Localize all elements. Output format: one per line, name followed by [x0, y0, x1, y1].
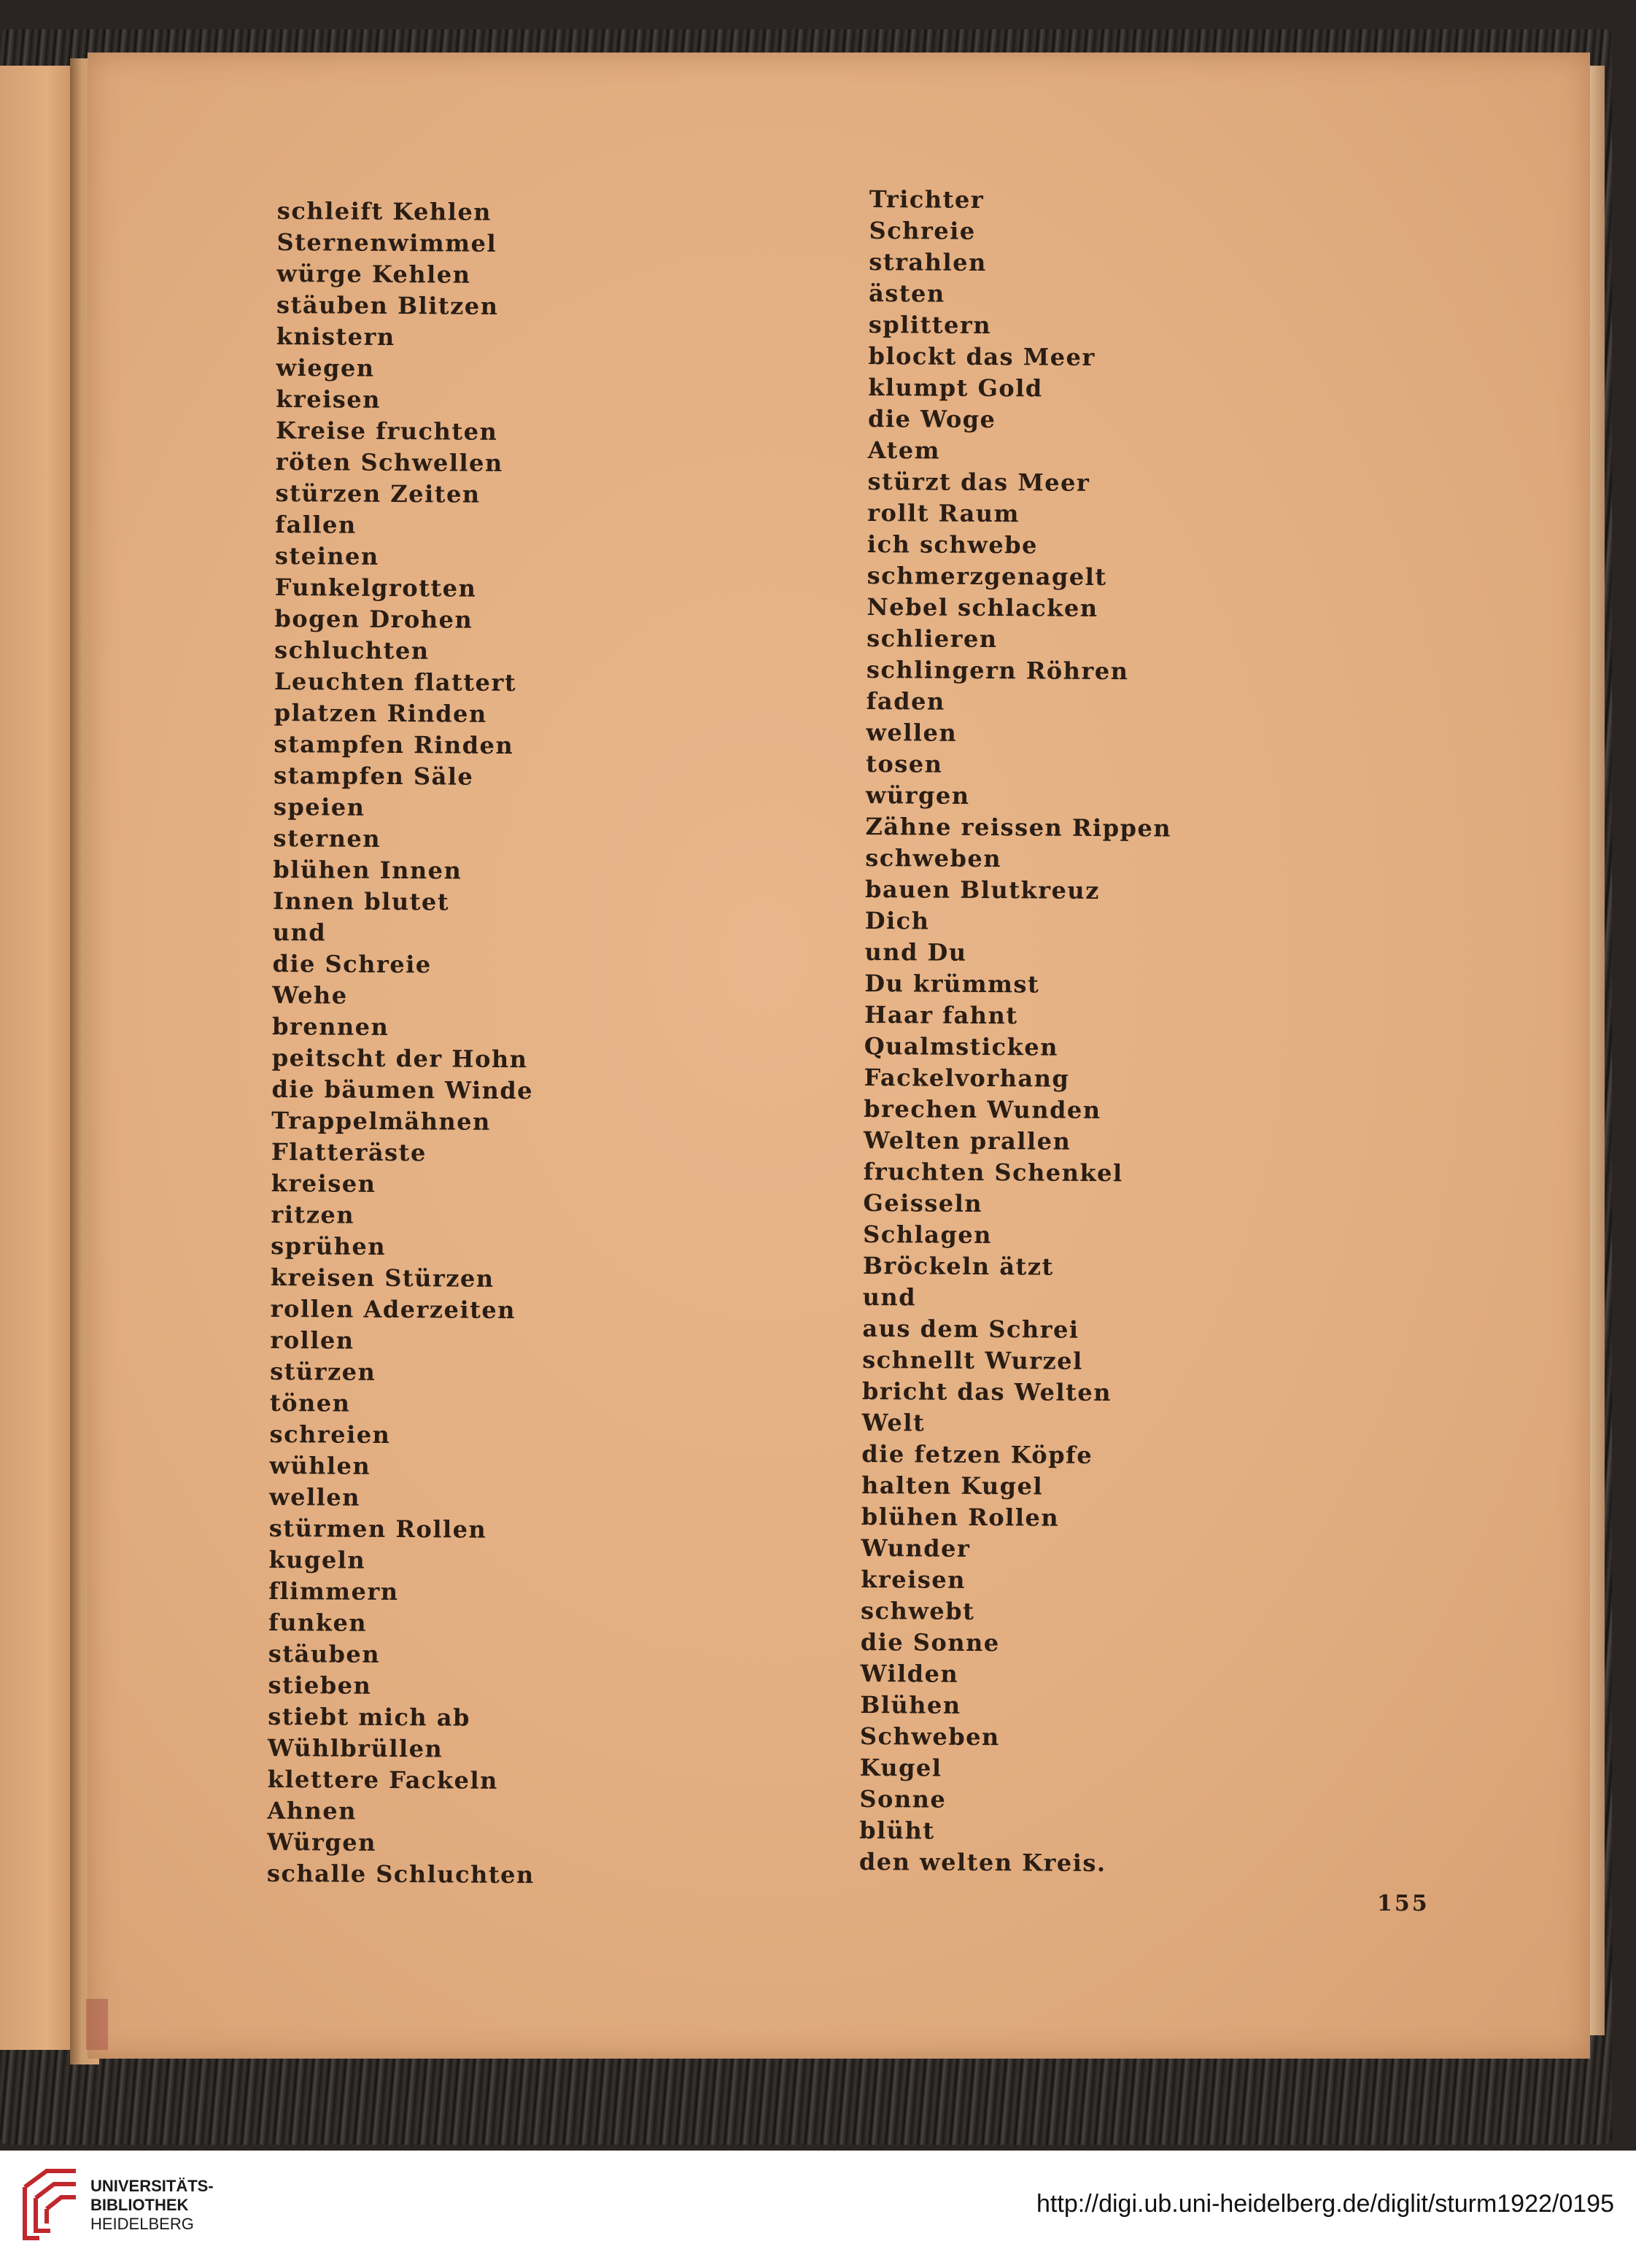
poem-line-right: schnellt Wurzel: [862, 1345, 1083, 1375]
logo-line-3: HEIDELBERG: [90, 2215, 194, 2233]
poem-line-left: ritzen: [271, 1200, 355, 1229]
poem-line-right: schlingern Röhren: [866, 655, 1129, 686]
poem-line-right: den welten Kreis.: [858, 1847, 1106, 1878]
poem-line-left: Flatteräste: [271, 1137, 427, 1167]
poem-line-left: Funkelgrotten: [274, 573, 477, 603]
poem-line-left: funken: [268, 1608, 368, 1637]
poem-line-right: Wunder: [861, 1533, 971, 1563]
poem-line-right: Zähne reissen Rippen: [865, 812, 1172, 843]
poem-line-right: Qualmsticken: [864, 1032, 1059, 1061]
poem-line-left: steinen: [274, 541, 379, 570]
poem-line-left: und: [272, 918, 327, 947]
poem-line-left: schluchten: [274, 635, 430, 665]
poem-line-right: Atem: [867, 436, 941, 465]
poem-line-right: fruchten Schenkel: [863, 1157, 1123, 1188]
poem-line-left: stäuben Blitzen: [276, 290, 499, 320]
poem-line-left: Sternenwimmel: [276, 228, 497, 258]
poem-line-left: Leuchten flattert: [274, 667, 517, 697]
poem-line-left: sprühen: [271, 1231, 387, 1261]
poem-line-right: Welten prallen: [863, 1126, 1071, 1156]
poem-line-right: kreisen: [861, 1565, 966, 1594]
poem-line-left: schleift Kehlen: [276, 196, 492, 226]
poem-line-left: die bäumen Winde: [271, 1075, 534, 1105]
permalink-url[interactable]: http://digi.ub.uni-heidelberg.de/diglit/sturm1922/0195: [1036, 2190, 1614, 2218]
poem-line-right: die Woge: [867, 404, 996, 434]
poem-line-right: splittern: [868, 310, 992, 340]
poem-line-right: Fackelvorhang: [864, 1063, 1070, 1093]
poem-line-left: blühen Innen: [273, 855, 462, 885]
poem-line-right: Schweben: [859, 1722, 1000, 1752]
poem-line-right: schmerzgenagelt: [867, 561, 1107, 591]
poem-line-left: klettere Fackeln: [267, 1765, 498, 1795]
poem-line-left: fallen: [275, 510, 357, 539]
poem-line-right: schwebt: [860, 1596, 975, 1625]
poem-line-left: kugeln: [268, 1545, 366, 1574]
poem-line-right: Bröckeln ätzt: [862, 1251, 1054, 1281]
poem-line-right: stürzt das Meer: [867, 467, 1090, 497]
poem-line-right: brechen Wunden: [864, 1094, 1101, 1124]
poem-line-right: faden: [866, 686, 945, 716]
poem-line-right: ästen: [868, 279, 945, 308]
poem-line-right: Wilden: [860, 1659, 959, 1688]
poem-line-right: strahlen: [869, 247, 987, 276]
poem-line-left: peitscht der Hohn: [271, 1043, 528, 1074]
poem-line-right: würgen: [865, 781, 970, 810]
poem-line-left: stürzen: [270, 1357, 376, 1386]
poem-line-right: Schlagen: [863, 1220, 993, 1250]
poem-line-right: Nebel schlacken: [867, 592, 1098, 622]
poem-line-left: rollen: [270, 1325, 354, 1355]
university-library-name: [90, 2177, 214, 2234]
poem-line-right: ich schwebe: [867, 530, 1039, 560]
poem-line-left: stieben: [268, 1671, 372, 1700]
poem-line-left: schreien: [269, 1420, 391, 1449]
viewer-footer: [0, 2151, 1636, 2268]
poem-line-left: Wehe: [272, 980, 348, 1010]
poem-line-right: Du krümmst: [864, 969, 1040, 999]
poem-left-column: [267, 196, 545, 1891]
poem-line-left: speien: [273, 792, 365, 821]
poem-line-right: Haar fahnt: [864, 1000, 1018, 1030]
poem-line-left: stürzen Zeiten: [275, 479, 481, 508]
previous-page-edge: [0, 66, 79, 2050]
poem-line-right: wellen: [866, 718, 958, 747]
poem-line-right: Dich: [864, 906, 930, 935]
poem-line-right: halten Kugel: [861, 1471, 1044, 1501]
poem-right-column: [859, 184, 1176, 1880]
poem-line-right: blüht: [859, 1816, 935, 1845]
poem-line-left: stampfen Rinden: [274, 729, 514, 759]
logo-line-1: UNIVERSITÄTS-: [90, 2177, 214, 2195]
library-stamp-mark: [86, 1999, 108, 2050]
poem-line-left: schalle Schluchten: [266, 1859, 535, 1889]
poem-line-right: tosen: [866, 749, 943, 778]
university-library-logo-icon[interactable]: [18, 2165, 83, 2245]
poem-line-right: die fetzen Köpfe: [861, 1439, 1093, 1469]
poem-line-left: Wühlbrüllen: [267, 1733, 443, 1763]
poem-line-left: Innen blutet: [272, 886, 450, 916]
poem-line-right: Schreie: [869, 216, 976, 245]
poem-line-right: Sonne: [859, 1784, 947, 1814]
poem-line-left: die Schreie: [272, 949, 432, 979]
poem-line-right: Kugel: [859, 1753, 942, 1782]
poem-line-left: würge Kehlen: [276, 259, 471, 289]
poem-line-right: bauen Blutkreuz: [864, 875, 1100, 905]
poem-line-left: Ahnen: [267, 1796, 357, 1825]
poem-line-right: Geisseln: [863, 1188, 983, 1218]
poem-line-left: wiegen: [276, 353, 375, 382]
poem-line-left: knistern: [276, 322, 395, 351]
poem-line-left: Würgen: [267, 1827, 377, 1857]
poem-line-left: wühlen: [269, 1451, 371, 1480]
poem-line-left: stürmen Rollen: [268, 1514, 487, 1544]
poem-line-left: flimmern: [268, 1576, 399, 1606]
poem-line-right: blühen Rollen: [861, 1502, 1060, 1532]
poem-line-right: und: [862, 1282, 917, 1312]
page-number: 155: [1377, 1891, 1430, 1916]
poem-line-right: und Du: [864, 937, 967, 967]
logo-line-2: BIBLIOTHEK: [90, 2196, 189, 2214]
poem-line-left: brennen: [271, 1012, 389, 1041]
poem-line-right: aus dem Schrei: [862, 1314, 1079, 1344]
poem-line-right: rollt Raum: [867, 498, 1020, 528]
poem-line-left: röten Schwellen: [275, 447, 503, 477]
poem-line-right: Blühen: [860, 1690, 961, 1719]
poem-line-left: sternen: [273, 824, 381, 853]
poem-line-left: wellen: [268, 1482, 361, 1512]
poem-line-left: tönen: [269, 1388, 351, 1417]
poem-line-left: kreisen: [271, 1169, 376, 1198]
poem-line-right: die Sonne: [860, 1628, 1000, 1657]
poem-line-right: blockt das Meer: [868, 341, 1096, 371]
poem-line-right: bricht das Welten: [861, 1377, 1112, 1407]
poem-line-left: kreisen Stürzen: [270, 1263, 495, 1293]
poem-line-left: platzen Rinden: [274, 698, 487, 728]
poem-line-right: Welt: [861, 1408, 926, 1437]
poem-line-left: stäuben: [268, 1639, 381, 1668]
poem-line-left: stampfen Säle: [274, 761, 474, 791]
poem-line-right: schlieren: [867, 624, 998, 654]
poem-line-left: Kreise fruchten: [275, 416, 498, 446]
poem-line-left: bogen Drohen: [274, 604, 473, 634]
poem-line-left: Trappelmähnen: [271, 1106, 491, 1136]
poem-line-left: kreisen: [276, 384, 381, 414]
poem-line-left: rollen Aderzeiten: [270, 1294, 516, 1325]
poem-line-right: schweben: [865, 843, 1002, 873]
poem-line-right: Trichter: [869, 185, 985, 214]
poem-line-right: klumpt Gold: [868, 373, 1043, 403]
poem-line-left: stiebt mich ab: [268, 1702, 470, 1732]
